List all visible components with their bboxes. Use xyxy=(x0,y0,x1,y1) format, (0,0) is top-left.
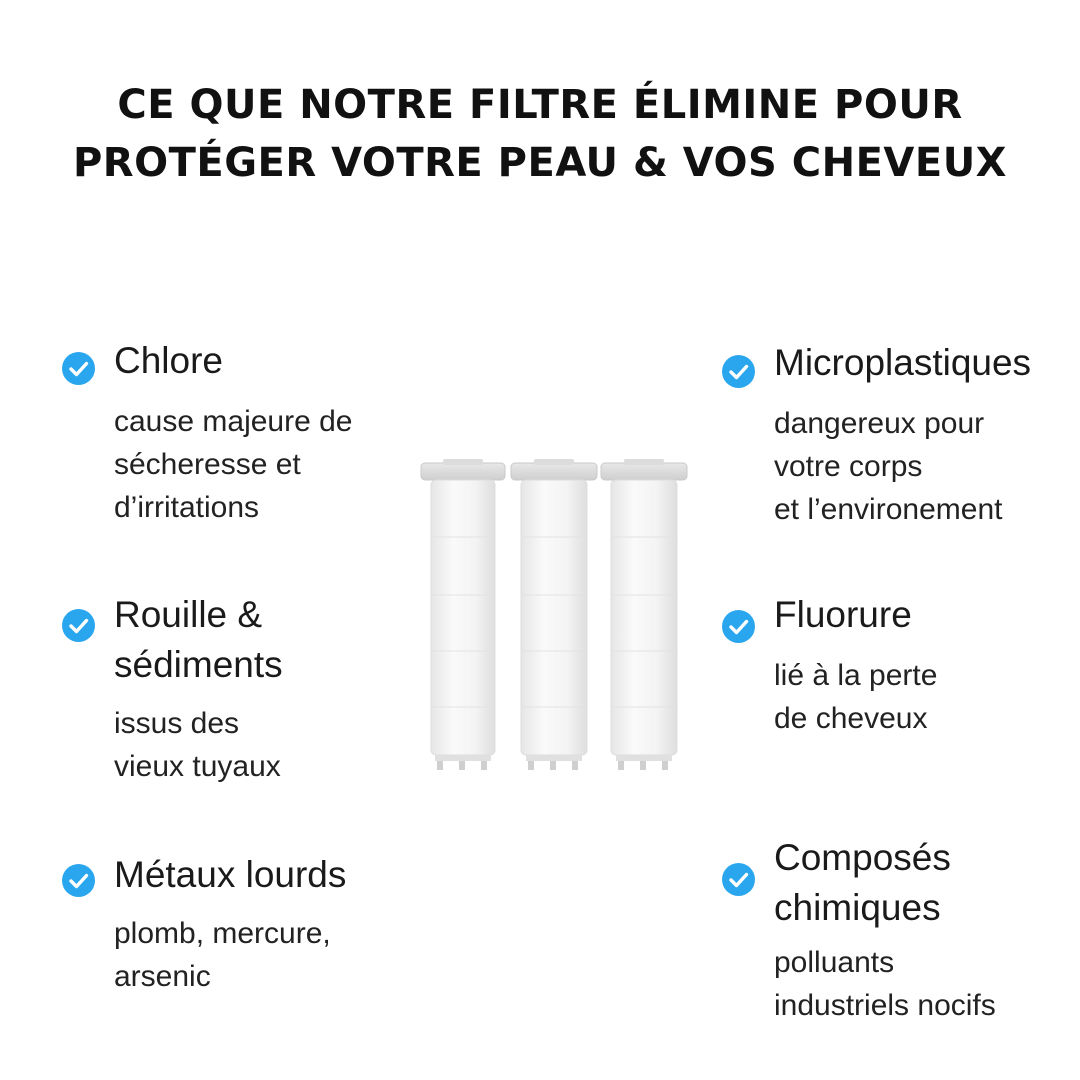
feature-title: Métaux lourds xyxy=(114,854,347,895)
filter-cartridges-image xyxy=(415,455,695,775)
feature-title: Microplastiques xyxy=(774,342,1032,383)
feature-title: Fluorure xyxy=(774,594,912,635)
check-circle-icon xyxy=(62,864,95,897)
check-circle-icon xyxy=(62,352,95,385)
feature-description: plomb, mercure, arsenic xyxy=(114,917,331,993)
filter-cartridges-illustration xyxy=(415,455,695,775)
check-circle-icon xyxy=(62,609,95,642)
page-title xyxy=(0,76,1080,192)
feature-title: Rouille & sédiments xyxy=(114,594,283,685)
check-circle-icon xyxy=(722,610,755,643)
page-title-line-1: CE QUE NOTRE FILTRE ÉLIMINE POUR xyxy=(117,82,963,128)
page-title-line-2: PROTÉGER VOTRE PEAU & VOS CHEVEUX xyxy=(72,140,1008,186)
feature-title: Chlore xyxy=(114,340,223,381)
check-circle-icon xyxy=(722,355,755,388)
filter-cartridge-1 xyxy=(421,459,505,770)
filter-cartridge-2 xyxy=(511,459,597,770)
feature-description: polluants industriels nocifs xyxy=(774,946,996,1022)
feature-description: cause majeure de sécheresse et d’irritations xyxy=(114,405,353,524)
feature-description: issus des vieux tuyaux xyxy=(114,707,281,783)
feature-description: lié à la perte de cheveux xyxy=(774,659,938,735)
feature-title: Composés chimiques xyxy=(774,837,951,928)
filter-cartridge-3 xyxy=(601,459,687,770)
check-circle-icon xyxy=(722,863,755,896)
feature-description: dangereux pour votre corps et l’environement xyxy=(774,407,1003,526)
